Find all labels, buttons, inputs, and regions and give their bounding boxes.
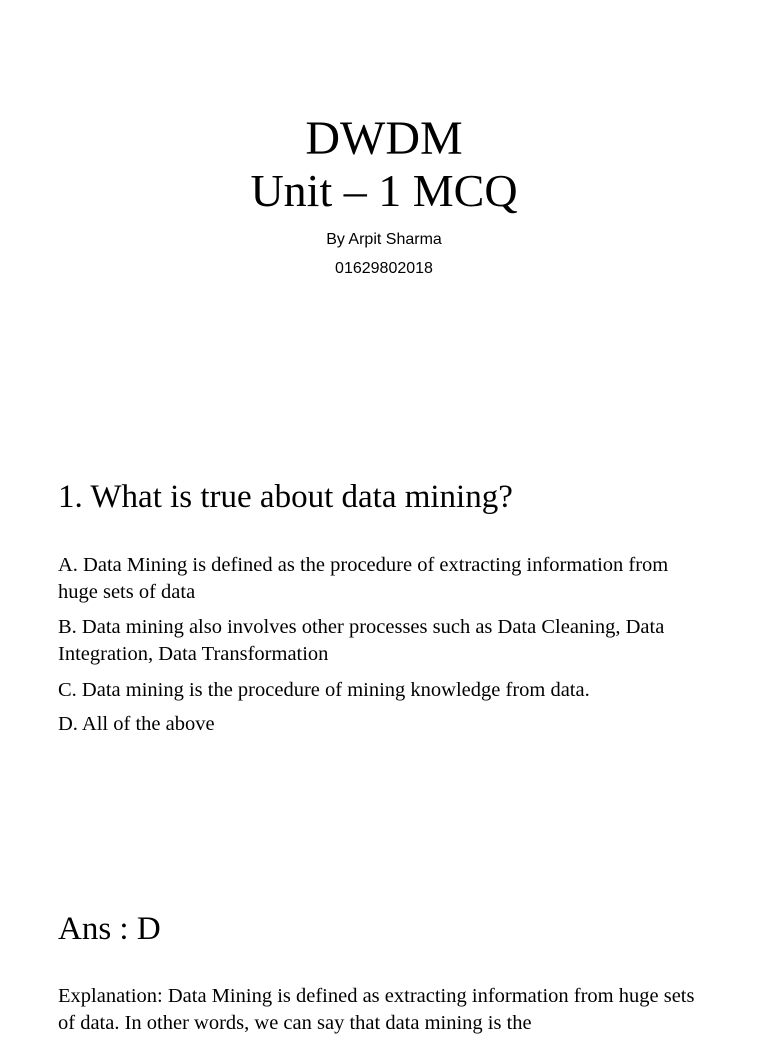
option-c: C. Data mining is the procedure of mining knowledge from data. (58, 679, 590, 701)
option-a: A. Data Mining is defined as the procedure of extracting information from huge sets of data (58, 554, 669, 603)
roll-number: 01629802018 (335, 260, 433, 277)
question-heading: 1. What is true about data mining? (58, 479, 513, 515)
slide-title: DWDM (305, 112, 463, 165)
title-slide (0, 0, 768, 440)
answer-explanation: Explanation: Data Mining is defined as extracting information from huge sets of data. In other words, we can say that data mining is the (58, 985, 695, 1034)
option-b: B. Data mining also involves other processes such as Data Cleaning, Data Integration, Data Transformation (58, 616, 665, 665)
author-name: By Arpit Sharma (326, 231, 442, 248)
slide-subtitle: Unit – 1 MCQ (250, 165, 518, 216)
answer-heading: Ans : D (58, 911, 161, 947)
option-d: D. All of the above (58, 713, 215, 735)
